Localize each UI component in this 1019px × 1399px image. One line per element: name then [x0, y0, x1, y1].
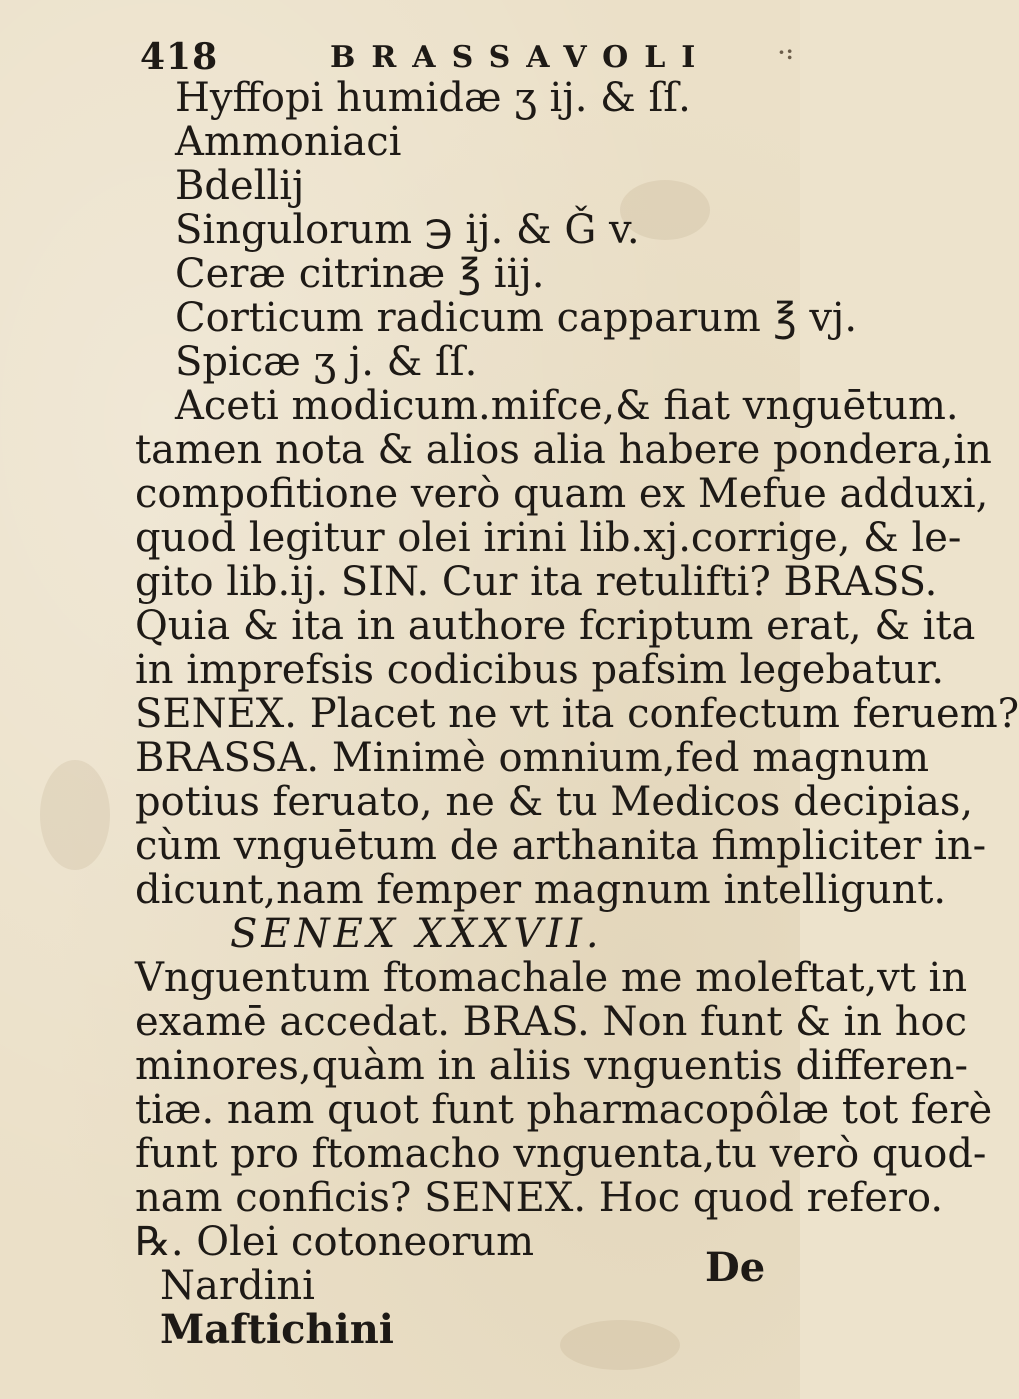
- text-line: tamen nota & alios alia habere pondera,in: [135, 427, 992, 473]
- text-line: SENEX. Placet ne vt ita confectum feruem?: [135, 691, 1019, 737]
- text-line: funt pro ftomacho vnguenta,tu verò quod-: [135, 1131, 987, 1177]
- text-line: nam conficis? SENEX. Hoc quod refero.: [135, 1175, 944, 1221]
- header-mark: ·:: [778, 40, 795, 64]
- text-line: tiæ. nam quot funt pharmacopôlæ tot ferè: [135, 1087, 993, 1133]
- text-line: potius feruato, ne & tu Medicos decipias,: [135, 779, 974, 825]
- text-line: minores,quàm in aliis vnguentis differen-: [135, 1043, 969, 1089]
- text-line: BRASSA. Minimè omnium,fed magnum: [135, 735, 930, 781]
- recipe-line: Ceræ citrinæ ℥ iij.: [175, 251, 545, 297]
- text-line: in imprefsis codicibus pafsim legebatur.: [135, 647, 945, 693]
- text-line: gito lib.ij. SIN. Cur ita retulifti? BRASS.: [135, 559, 938, 605]
- text-line: Quia & ita in authore fcriptum erat, & ita: [135, 603, 976, 649]
- page-number: 418: [140, 36, 219, 78]
- recipe-line: Spicæ ʒ j. & ſſ.: [175, 339, 478, 385]
- text-line: quod legitur olei irini lib.xj.corrige, & le-: [135, 515, 962, 561]
- recipe-line: Maftichini: [160, 1306, 394, 1353]
- text-line: cùm vnguētum de arthanita fimpliciter in-: [135, 823, 987, 869]
- recipe-line: Nardini: [160, 1263, 315, 1309]
- text-line: Aceti modicum.mifce,& fiat vnguētum.: [175, 383, 959, 429]
- text-line: Vnguentum ftomachale me moleftat,vt in: [135, 955, 968, 1001]
- recipe-line: Singulorum ℈ ij. & Ǧ v.: [175, 207, 640, 253]
- recipe-line: Corticum radicum capparum ℥ vj.: [175, 295, 858, 341]
- recipe-line: ℞. Olei cotoneorum: [135, 1219, 535, 1265]
- running-head: BRASSAVOLI: [330, 40, 712, 75]
- recipe-line: Bdellij: [175, 163, 305, 209]
- paper-stain: [560, 1320, 680, 1370]
- text-line: examē accedat. BRAS. Non funt & in hoc: [135, 999, 967, 1045]
- recipe-line: Ammoniaci: [175, 119, 402, 165]
- section-heading: SENEX XXXVII.: [230, 911, 603, 957]
- paper-stain: [40, 760, 110, 870]
- text-line: compofitione verò quam ex Mefue adduxi,: [135, 471, 989, 517]
- catchword: De: [705, 1244, 766, 1291]
- recipe-line: Hyffopi humidæ ʒ ij. & ſſ.: [175, 75, 691, 121]
- text-line: dicunt,nam femper magnum intelligunt.: [135, 867, 947, 913]
